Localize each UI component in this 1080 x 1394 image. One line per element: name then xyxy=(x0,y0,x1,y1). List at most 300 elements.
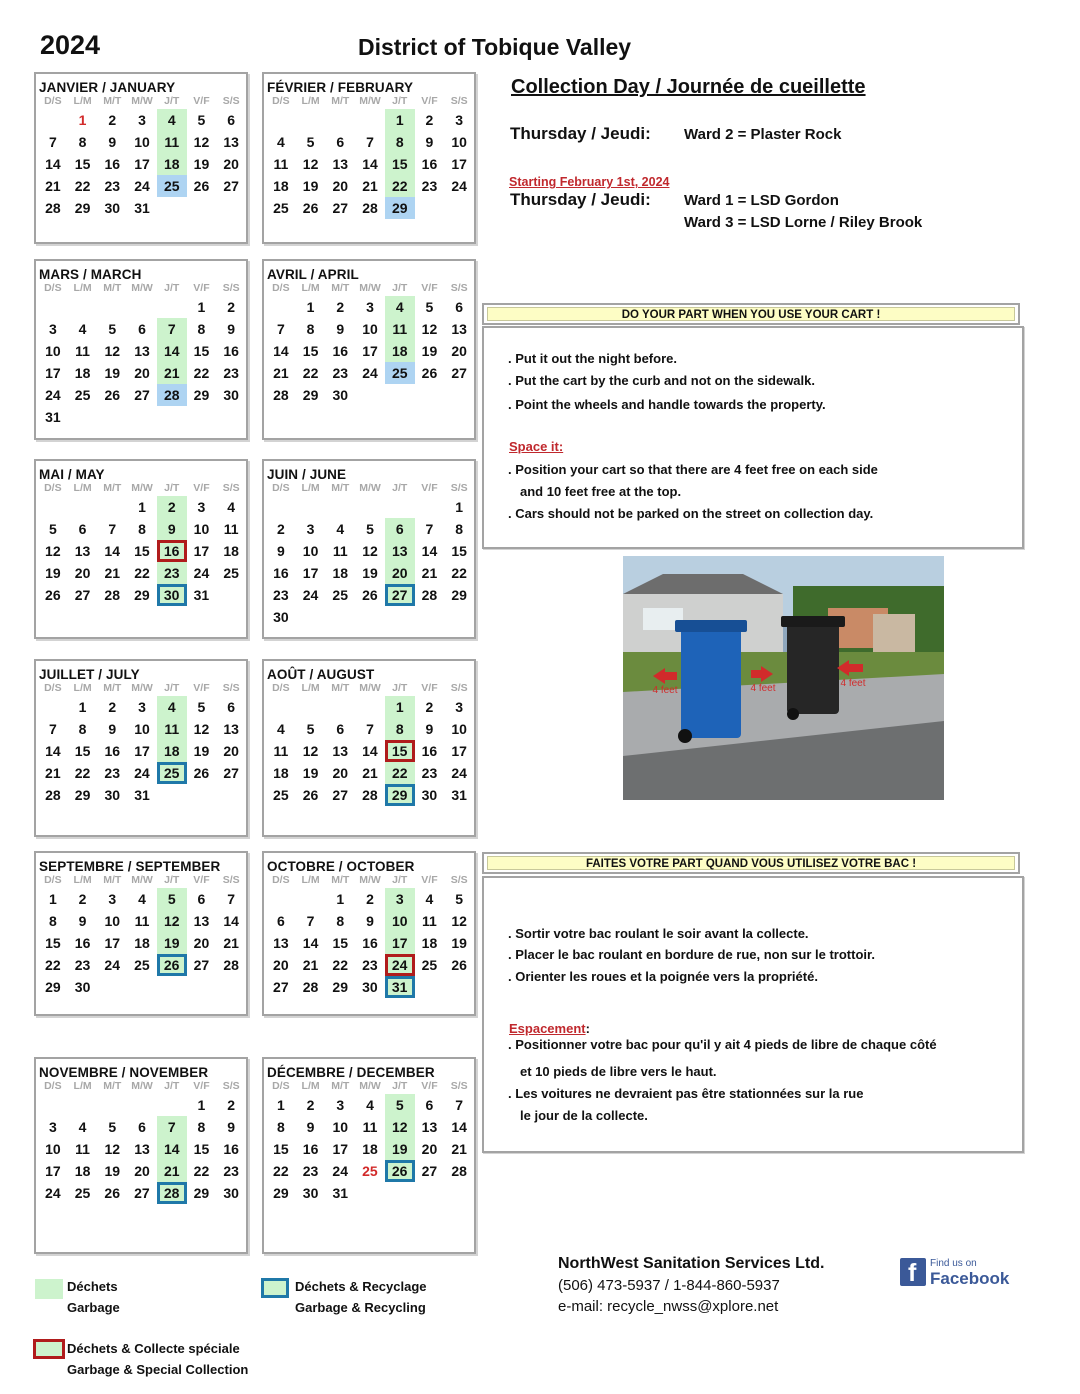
calendar-day: 15 xyxy=(134,543,150,559)
calendar-day: 15 xyxy=(385,153,415,175)
calendar-day xyxy=(187,406,217,428)
calendar-day: 2 xyxy=(157,496,187,518)
calendar-day: 11 xyxy=(134,913,150,929)
calendar-day xyxy=(68,1094,98,1116)
calendar-day: 28 xyxy=(273,387,289,403)
calendar-day: 29 xyxy=(74,200,91,216)
calendar-day: 16 xyxy=(421,156,438,172)
weekday-label: D/S xyxy=(44,682,62,694)
calendar-day: 29 xyxy=(273,1185,289,1201)
french-line-1: . Sortir votre bac roulant le soir avant la collecte. xyxy=(508,926,809,941)
calendar-day: 3 xyxy=(306,521,315,537)
calendar-day: 26 xyxy=(157,954,187,976)
french-space-word: Espacement xyxy=(509,1021,586,1036)
week-row xyxy=(264,496,474,518)
weekday-label: S/S xyxy=(450,482,468,494)
calendar-day: 26 xyxy=(193,765,210,781)
calendar-day: 25 xyxy=(223,565,239,581)
calendar-day xyxy=(157,976,187,998)
calendar-day: 3 xyxy=(455,112,464,128)
calendar-day: 1 xyxy=(48,891,57,907)
month-name: DÉCEMBRE / DECEMBER xyxy=(267,1065,435,1080)
week-row xyxy=(36,496,246,518)
calendar-day: 30 xyxy=(223,387,239,403)
weekday-label: M/T xyxy=(331,874,350,886)
calendar-day: 17 xyxy=(451,156,467,172)
calendar-day xyxy=(415,197,445,219)
weekday-label: L/M xyxy=(73,874,92,886)
thursday-label-2: Thursday / Jeudi: xyxy=(510,190,651,209)
calendar-day xyxy=(385,1182,415,1204)
calendar-day: 29 xyxy=(45,979,61,995)
week-row xyxy=(264,318,474,340)
month-name: MARS / MARCH xyxy=(39,267,142,282)
calendar-day: 22 xyxy=(273,1163,289,1179)
calendar-day: 24 xyxy=(332,1163,348,1179)
english-banner-text: DO YOUR PART WHEN YOU USE YOUR CART ! xyxy=(487,307,1015,321)
calendar-day: 21 xyxy=(273,365,289,381)
calendar-day xyxy=(97,406,127,428)
week-row xyxy=(36,696,246,718)
recycling-swatch xyxy=(261,1278,289,1298)
calendar-day: 14 xyxy=(45,743,61,759)
weekday-label: M/T xyxy=(331,482,350,494)
calendar-day: 23 xyxy=(104,765,120,781)
calendar-day xyxy=(216,976,246,998)
calendar-day: 1 xyxy=(138,499,146,515)
weekday-label: D/S xyxy=(272,874,290,886)
calendar-day: 31 xyxy=(45,409,61,425)
legend-garbage-fr: Déchets xyxy=(67,1279,118,1294)
weekday-label: V/F xyxy=(193,95,210,107)
calendar-day: 17 xyxy=(332,1141,349,1157)
calendar-day: 10 xyxy=(451,134,467,150)
weekday-label: J/T xyxy=(392,95,408,107)
calendar-day xyxy=(157,197,187,219)
calendar-day: 18 xyxy=(385,340,415,362)
week-row xyxy=(36,518,246,540)
week-row xyxy=(36,584,246,606)
calendar-day: 21 xyxy=(104,565,121,581)
calendar-day: 17 xyxy=(385,932,415,954)
calendar-day xyxy=(415,384,445,406)
weekday-label: V/F xyxy=(421,682,438,694)
calendar-day xyxy=(325,606,355,628)
calendar-day: 10 xyxy=(104,913,121,929)
calendar-day: 23 xyxy=(104,178,121,194)
calendar-day: 28 xyxy=(45,787,61,803)
calendar-day: 14 xyxy=(421,543,438,559)
week-row xyxy=(36,1160,246,1182)
calendar-day: 13 xyxy=(332,156,349,172)
calendar-day: 6 xyxy=(336,134,345,150)
weekday-header xyxy=(264,873,474,888)
calendar-day: 29 xyxy=(74,787,91,803)
calendar-day: 29 xyxy=(134,587,150,603)
month-name: AVRIL / APRIL xyxy=(267,267,359,282)
calendar-day: 10 xyxy=(302,543,319,559)
month-name: AOÛT / AUGUST xyxy=(267,667,375,682)
calendar-day: 3 xyxy=(138,699,146,715)
calendar-day: 10 xyxy=(134,721,150,737)
calendar-day: 5 xyxy=(425,299,434,315)
calendar-day: 5 xyxy=(197,112,206,128)
calendar-day: 10 xyxy=(385,910,415,932)
facebook-find-text: Find us on xyxy=(930,1258,977,1269)
english-line-5: and 10 feet free at the top. xyxy=(520,484,682,499)
calendar-day: 29 xyxy=(302,387,319,403)
weekday-label: D/S xyxy=(44,1080,62,1092)
month-name: SEPTEMBRE / SEPTEMBER xyxy=(39,859,221,874)
calendar-day: 13 xyxy=(193,913,210,929)
calendar-day: 14 xyxy=(223,913,239,929)
calendar-day: 25 xyxy=(74,1185,91,1201)
calendar-day: 17 xyxy=(302,565,319,581)
calendar-day: 28 xyxy=(362,787,378,803)
calendar-day: 8 xyxy=(336,913,345,929)
calendar-day: 19 xyxy=(193,156,210,172)
calendar-day xyxy=(216,197,246,219)
weekday-label: D/S xyxy=(272,682,290,694)
calendar-day: 3 xyxy=(385,888,415,910)
calendar-day: 6 xyxy=(276,913,285,929)
calendar-day: 29 xyxy=(385,784,415,806)
calendar-day: 8 xyxy=(385,718,415,740)
calendar-day: 14 xyxy=(104,543,120,559)
weekday-label: L/M xyxy=(73,95,92,107)
week-row xyxy=(264,340,474,362)
calendar-day: 28 xyxy=(362,200,378,216)
calendar-day: 22 xyxy=(302,365,319,381)
calendar-day: 19 xyxy=(451,935,467,951)
calendar-day: 3 xyxy=(197,499,206,515)
calendar-day: 26 xyxy=(104,387,121,403)
weekday-label: M/T xyxy=(103,95,122,107)
french-line-2: . Placer le bac roulant en bordure de rue, non sur le trottoir. xyxy=(508,947,875,962)
calendar-day: 7 xyxy=(48,721,57,737)
calendar-day: 21 xyxy=(157,362,187,384)
calendar-day: 1 xyxy=(385,109,415,131)
calendar-day: 20 xyxy=(451,343,467,359)
calendar-day: 7 xyxy=(366,134,374,150)
calendar-day xyxy=(97,1094,127,1116)
calendar-day: 20 xyxy=(273,957,289,973)
calendar-day: 7 xyxy=(157,318,187,340)
calendar-day: 30 xyxy=(332,387,349,403)
calendar-day: 8 xyxy=(306,321,315,337)
calendar-day: 8 xyxy=(385,131,415,153)
calendar-day: 14 xyxy=(451,1119,467,1135)
weekday-header xyxy=(264,1079,474,1094)
weekday-label: J/T xyxy=(164,874,180,886)
calendar-day: 25 xyxy=(332,587,348,603)
month-name: JUIN / JUNE xyxy=(267,467,347,482)
week-row xyxy=(264,888,474,910)
calendar-day: 3 xyxy=(138,112,146,128)
calendar-day: 24 xyxy=(45,387,61,403)
calendar-day: 26 xyxy=(193,178,210,194)
english-line-6: . Cars should not be parked on the street on collection day. xyxy=(508,506,874,521)
weekday-label: J/T xyxy=(392,682,408,694)
calendar-day: 14 xyxy=(157,1138,187,1160)
week-row xyxy=(36,384,246,406)
calendar-day: 13 xyxy=(134,1141,150,1157)
calendar-day: 13 xyxy=(273,935,289,951)
calendar-day: 4 xyxy=(276,134,285,150)
calendar-day: 19 xyxy=(362,565,378,581)
french-banner-text: FAITES VOTRE PART QUAND VOUS UTILISEZ VOTRE BAC ! xyxy=(487,856,1015,870)
calendar-day: 19 xyxy=(385,1138,415,1160)
calendar-day: 10 xyxy=(451,721,467,737)
calendar-day: 20 xyxy=(134,1163,150,1179)
week-row xyxy=(264,109,474,131)
weekday-header xyxy=(36,873,246,888)
calendar-day: 27 xyxy=(74,587,91,603)
calendar-day: 6 xyxy=(78,521,87,537)
calendar-day: 12 xyxy=(302,743,319,759)
calendar-day: 4 xyxy=(157,696,187,718)
calendar-day: 20 xyxy=(332,765,349,781)
week-row xyxy=(264,932,474,954)
calendar-day: 21 xyxy=(45,765,61,781)
month-block xyxy=(34,459,248,639)
french-line-4: . Positionner votre bac pour qu'il y ait 4 pieds de libre de chaque côté xyxy=(508,1037,937,1052)
facebook-icon[interactable]: f xyxy=(900,1258,926,1286)
calendar-day: 23 xyxy=(362,957,378,973)
week-row xyxy=(36,910,246,932)
calendar-day: 19 xyxy=(45,565,61,581)
weekday-label: S/S xyxy=(450,282,468,294)
weekday-label: M/W xyxy=(359,282,381,294)
weekday-label: M/W xyxy=(359,482,381,494)
company-phone: (506) 473-5937 / 1-844-860-5937 xyxy=(558,1277,780,1294)
calendar-day: 9 xyxy=(157,518,187,540)
calendar-day: 7 xyxy=(157,1116,187,1138)
calendar-day xyxy=(296,696,326,718)
calendar-day: 19 xyxy=(193,743,210,759)
calendar-day: 13 xyxy=(223,134,239,150)
legend-garbage-en: Garbage xyxy=(67,1300,120,1315)
calendar-day: 30 xyxy=(362,979,378,995)
calendar-day: 16 xyxy=(273,565,289,581)
calendar-day xyxy=(38,1094,68,1116)
week-row xyxy=(264,384,474,406)
calendar-day: 30 xyxy=(157,584,187,606)
calendar-day: 9 xyxy=(108,134,117,150)
weekday-header xyxy=(264,281,474,296)
week-row xyxy=(36,362,246,384)
week-row xyxy=(264,540,474,562)
calendar-day xyxy=(38,109,68,131)
calendar-day: 9 xyxy=(366,913,374,929)
french-line-6: . Les voitures ne devraient pas être stationnées sur la rue xyxy=(508,1086,864,1101)
calendar-day: 9 xyxy=(227,1119,236,1135)
week-row xyxy=(36,197,246,219)
calendar-day: 23 xyxy=(273,587,289,603)
calendar-day: 4 xyxy=(78,1119,87,1135)
calendar-day: 13 xyxy=(451,321,467,337)
calendar-day: 5 xyxy=(108,321,117,337)
weekday-label: V/F xyxy=(193,1080,210,1092)
legend-special-en: Garbage & Special Collection xyxy=(67,1362,249,1377)
weekday-label: M/T xyxy=(331,1080,350,1092)
calendar-day: 11 xyxy=(385,318,415,340)
weekday-label: L/M xyxy=(73,282,92,294)
calendar-day: 22 xyxy=(385,762,415,784)
calendar-day: 23 xyxy=(421,178,438,194)
weekday-header xyxy=(36,1079,246,1094)
calendar-day: 18 xyxy=(157,740,187,762)
calendar-day: 22 xyxy=(193,365,210,381)
calendar-day xyxy=(216,584,246,606)
calendar-day: 30 xyxy=(104,787,121,803)
weekday-label: V/F xyxy=(193,682,210,694)
calendar-day: 20 xyxy=(193,935,210,951)
calendar-day: 6 xyxy=(385,518,415,540)
calendar-day: 24 xyxy=(134,765,150,781)
week-row xyxy=(36,1138,246,1160)
calendar-day: 4 xyxy=(276,721,285,737)
calendar-day xyxy=(216,406,246,428)
calendar-day: 1 xyxy=(197,299,206,315)
calendar-day: 21 xyxy=(362,178,378,194)
calendar-day: 12 xyxy=(421,321,438,337)
calendar-day xyxy=(355,496,385,518)
calendar-day: 7 xyxy=(276,321,285,337)
month-block xyxy=(262,259,476,440)
calendar-day xyxy=(444,976,474,998)
weekday-label: J/T xyxy=(164,282,180,294)
calendar-day: 21 xyxy=(223,935,239,951)
calendar-day xyxy=(296,606,326,628)
special-swatch xyxy=(33,1339,65,1359)
calendar-day: 27 xyxy=(421,1163,438,1179)
calendar-day: 15 xyxy=(273,1141,289,1157)
calendar-day: 24 xyxy=(302,587,319,603)
calendar-day: 15 xyxy=(302,343,319,359)
month-block xyxy=(262,851,476,1016)
calendar-day: 11 xyxy=(422,913,437,929)
calendar-day: 31 xyxy=(385,976,415,998)
calendar-day xyxy=(415,1182,445,1204)
weekday-label: M/W xyxy=(131,95,153,107)
calendar-day: 20 xyxy=(74,565,91,581)
calendar-day xyxy=(415,496,445,518)
calendar-day: 19 xyxy=(421,343,438,359)
calendar-day: 1 xyxy=(78,112,87,128)
calendar-day: 26 xyxy=(385,1160,415,1182)
weekday-label: V/F xyxy=(421,874,438,886)
week-row xyxy=(36,406,246,428)
weekday-label: V/F xyxy=(421,282,438,294)
photo-label-2: 4 feet xyxy=(750,683,776,694)
month-name: MAI / MAY xyxy=(39,467,105,482)
calendar-day: 10 xyxy=(134,134,150,150)
calendar-day: 25 xyxy=(157,762,187,784)
week-row xyxy=(264,153,474,175)
calendar-day: 5 xyxy=(108,1119,117,1135)
calendar-day xyxy=(385,496,415,518)
calendar-day: 24 xyxy=(193,565,210,581)
weekday-label: M/T xyxy=(103,682,122,694)
calendar-day: 9 xyxy=(276,543,285,559)
weekday-label: J/T xyxy=(164,1080,180,1092)
calendar-day: 24 xyxy=(104,957,120,973)
weekday-label: M/W xyxy=(359,95,381,107)
weekday-label: M/T xyxy=(103,482,122,494)
year-heading: 2024 xyxy=(40,30,101,60)
calendar-day: 23 xyxy=(223,1163,239,1179)
english-line-1: . Put it out the night before. xyxy=(508,351,677,366)
calendar-day xyxy=(444,606,474,628)
calendar-day: 21 xyxy=(45,178,61,194)
week-row xyxy=(36,1116,246,1138)
calendar-day: 16 xyxy=(421,743,438,759)
calendar-day: 21 xyxy=(451,1141,467,1157)
calendar-day: 6 xyxy=(227,699,236,715)
month-block xyxy=(262,459,476,639)
calendar-day: 22 xyxy=(45,957,61,973)
weekday-label: J/T xyxy=(164,682,180,694)
calendar-day: 1 xyxy=(306,299,315,315)
month-block xyxy=(262,1057,476,1254)
weekday-label: L/M xyxy=(73,482,92,494)
calendar-day: 30 xyxy=(104,200,121,216)
french-space-heading xyxy=(509,1021,590,1036)
calendar-day: 25 xyxy=(134,957,150,973)
calendar-day: 22 xyxy=(451,565,467,581)
calendar-day: 23 xyxy=(223,365,239,381)
calendar-day: 23 xyxy=(157,562,187,584)
garbage-swatch xyxy=(35,1279,63,1299)
calendar-day: 28 xyxy=(157,1182,187,1204)
calendar-day: 2 xyxy=(108,699,117,715)
calendar-day: 4 xyxy=(78,321,87,337)
calendar-day xyxy=(157,784,187,806)
weekday-label: M/W xyxy=(131,682,153,694)
calendar-day: 25 xyxy=(157,175,187,197)
weekday-label: J/T xyxy=(164,95,180,107)
calendar-day: 17 xyxy=(451,743,467,759)
french-space-colon: : xyxy=(585,1021,590,1036)
week-row xyxy=(264,910,474,932)
calendar-day: 3 xyxy=(108,891,117,907)
calendar-day: 10 xyxy=(362,321,378,337)
calendar-day: 12 xyxy=(104,1141,121,1157)
weekday-label: D/S xyxy=(44,874,62,886)
calendar-day: 12 xyxy=(45,543,61,559)
facebook-link[interactable]: Facebook xyxy=(930,1269,1010,1288)
calendar-day: 18 xyxy=(134,935,150,951)
calendar-day: 27 xyxy=(134,387,150,403)
weekday-label: V/F xyxy=(193,282,210,294)
calendar-day: 12 xyxy=(157,910,187,932)
calendar-day: 2 xyxy=(306,1097,315,1113)
calendar-day xyxy=(127,976,157,998)
calendar-day: 4 xyxy=(138,891,146,907)
weekday-label: V/F xyxy=(421,1080,438,1092)
month-block xyxy=(262,659,476,837)
month-name: JANVIER / JANUARY xyxy=(39,80,176,95)
calendar-day: 24 xyxy=(45,1185,61,1201)
company-name: NorthWest Sanitation Services Ltd. xyxy=(558,1255,825,1272)
weekday-header xyxy=(36,681,246,696)
week-row xyxy=(264,1182,474,1204)
calendar-day: 15 xyxy=(193,343,210,359)
weekday-header xyxy=(36,481,246,496)
calendar-day: 18 xyxy=(273,178,289,194)
calendar-day: 31 xyxy=(193,587,210,603)
